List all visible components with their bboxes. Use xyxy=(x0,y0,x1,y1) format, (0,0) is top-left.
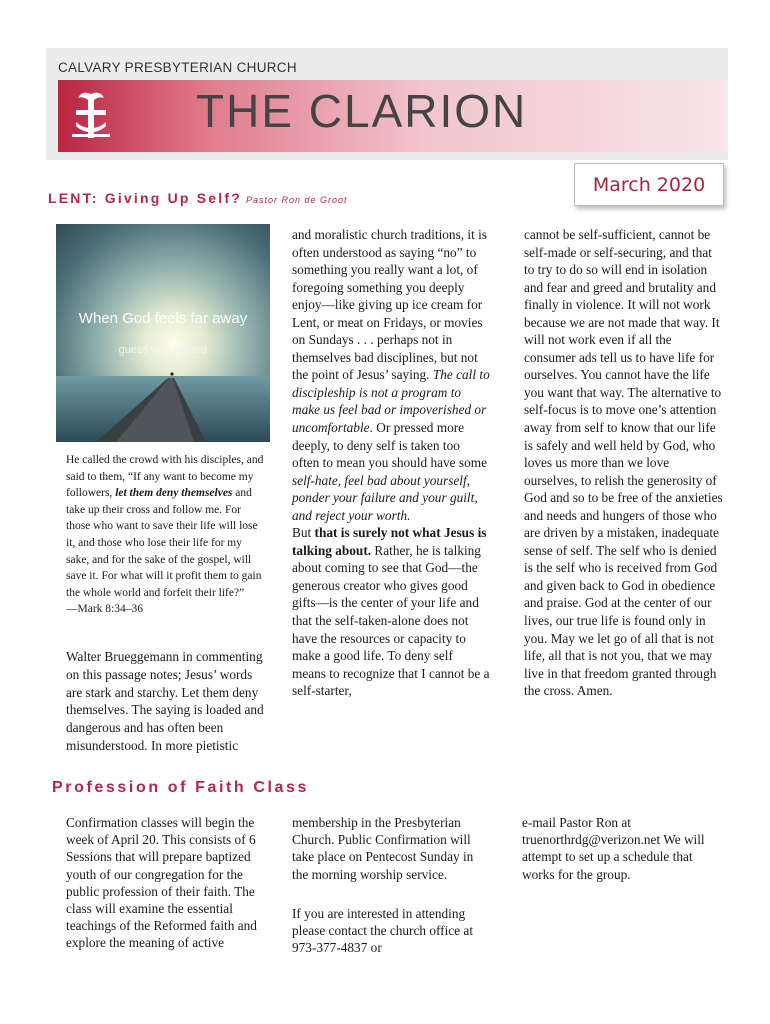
issue-date-box xyxy=(574,163,724,206)
profession-heading: Profession of Faith Class xyxy=(52,779,310,796)
scripture-quote xyxy=(66,452,264,618)
profession-column-2: membership in the Presbyterian Church. Public Confirmation will take place on Pentecost Sunday in the morning worship service. xyxy=(292,815,474,882)
lent-heading-title: LENT: Giving Up Self? xyxy=(48,190,242,206)
profession-column-3: e-mail Pastor Ron at truenorthrdg@verizon.net We will attempt to set up a schedule that works for the group. xyxy=(522,815,705,882)
photo-caption-main: When God feels far away xyxy=(78,310,248,327)
lent-col2-italic-2: self-hate, feel bad about yourself, ponder your failure and your guilt, and reject your worth. xyxy=(292,472,478,523)
lent-col2-text-1: and moralistic church traditions, it is often understood as saying “no” to something you really want a lot, of foregoing something you deeply enjoy—like giving up ice cream for Lent, or meat on Fridays, or movies on Sundays . . . perhaps not in themselves bad disciplines, but not the point of Jesus’ saying. xyxy=(292,227,487,383)
photo-caption-sub: guess who moved xyxy=(118,344,208,356)
lent-author: Pastor Ron de Groot xyxy=(245,195,348,205)
lent-col2-text-3: But xyxy=(292,525,315,541)
presbyterian-cross-logo-icon xyxy=(68,88,114,144)
lent-heading xyxy=(48,190,348,206)
profession-column-2-contact: If you are interested in attending please contact the church office at 973-377-4837 or xyxy=(292,906,474,956)
lent-col2-italic-1: The call to discipleship is not a program to make us feel bad or impoverished or uncomfortable xyxy=(292,367,490,436)
scripture-citation: —Mark 8:34–36 xyxy=(66,603,143,616)
scripture-text-2: and take up their cross and follow me. For those who want to save their life will lose it, and those who lose their life for my sake, and for the sake of the gospel, will save it. For what will it profit them to gain the whole world and forfeit their life?” xyxy=(66,487,262,599)
newsletter-title: THE CLARION xyxy=(196,85,528,137)
pier-photo xyxy=(56,224,270,442)
lent-column-3: cannot be self-sufficient, cannot be self-made or self-securing, and that to try to do so will end in isolation and fear and greed and brutality and finally in violence. It will not work because we are not made that way. It will not work even if all the consumer ads tell us to have life for ourselves. You cannot have the life you want that way. The alternative to self-focus is to move one’s attention away from self to know that our life is safely and well held by God, who loves us more than we love ourselves, to relish the generosity of God and so to be free of the anxieties and needs and hungers of those who are driven by a mistaken, inadequate sense of self. The self who is denied is the self who is received from God and given back to God in obedience and praise. God at the center of our lives, our true life is found only in you. May we let go of all that is not life, all that is not you, that we may live in that freedom granted through the cross. Amen. xyxy=(524,227,723,699)
church-name: CALVARY PRESBYTERIAN CHURCH xyxy=(58,60,297,75)
lent-col2-text-2: . Or pressed more deeply, to deny self is taken too often to mean you should have some xyxy=(292,420,487,471)
issue-date: March 2020 xyxy=(592,173,706,196)
lent-col2-text-4: Rather, he is talking about coming to see that God—the generous creator who gives good gifts—is the center of your life and that the self-taken-alone does not have the resources or capacity to make a good life. To deny self means to recognize that I cannot be a self-starter, xyxy=(292,542,490,699)
lent-col2-bold: that is surely not what Jesus is talking about. xyxy=(292,525,487,558)
lent-column-1: Walter Brueggemann in commenting on this passage notes; Jesus’ words are stark and starchy. Let them deny themselves. The saying is loaded and dangerous and has often been misunderstood. In more pietistic xyxy=(66,649,264,753)
scripture-emphasis: let them deny themselves xyxy=(115,487,233,500)
profession-column-1: Confirmation classes will begin the week of April 20. This consists of 6 Sessions that will prepare baptized youth of our congregation for the public profession of their faith. The class will examine the essential teachings of the Reformed faith and explore the meaning of active xyxy=(66,815,257,951)
scripture-text-1: He called the crowd with his disciples, and said to them, “If any want to become my followers, xyxy=(66,454,264,500)
pier-illustration xyxy=(56,224,270,442)
lent-column-2 xyxy=(292,226,490,700)
